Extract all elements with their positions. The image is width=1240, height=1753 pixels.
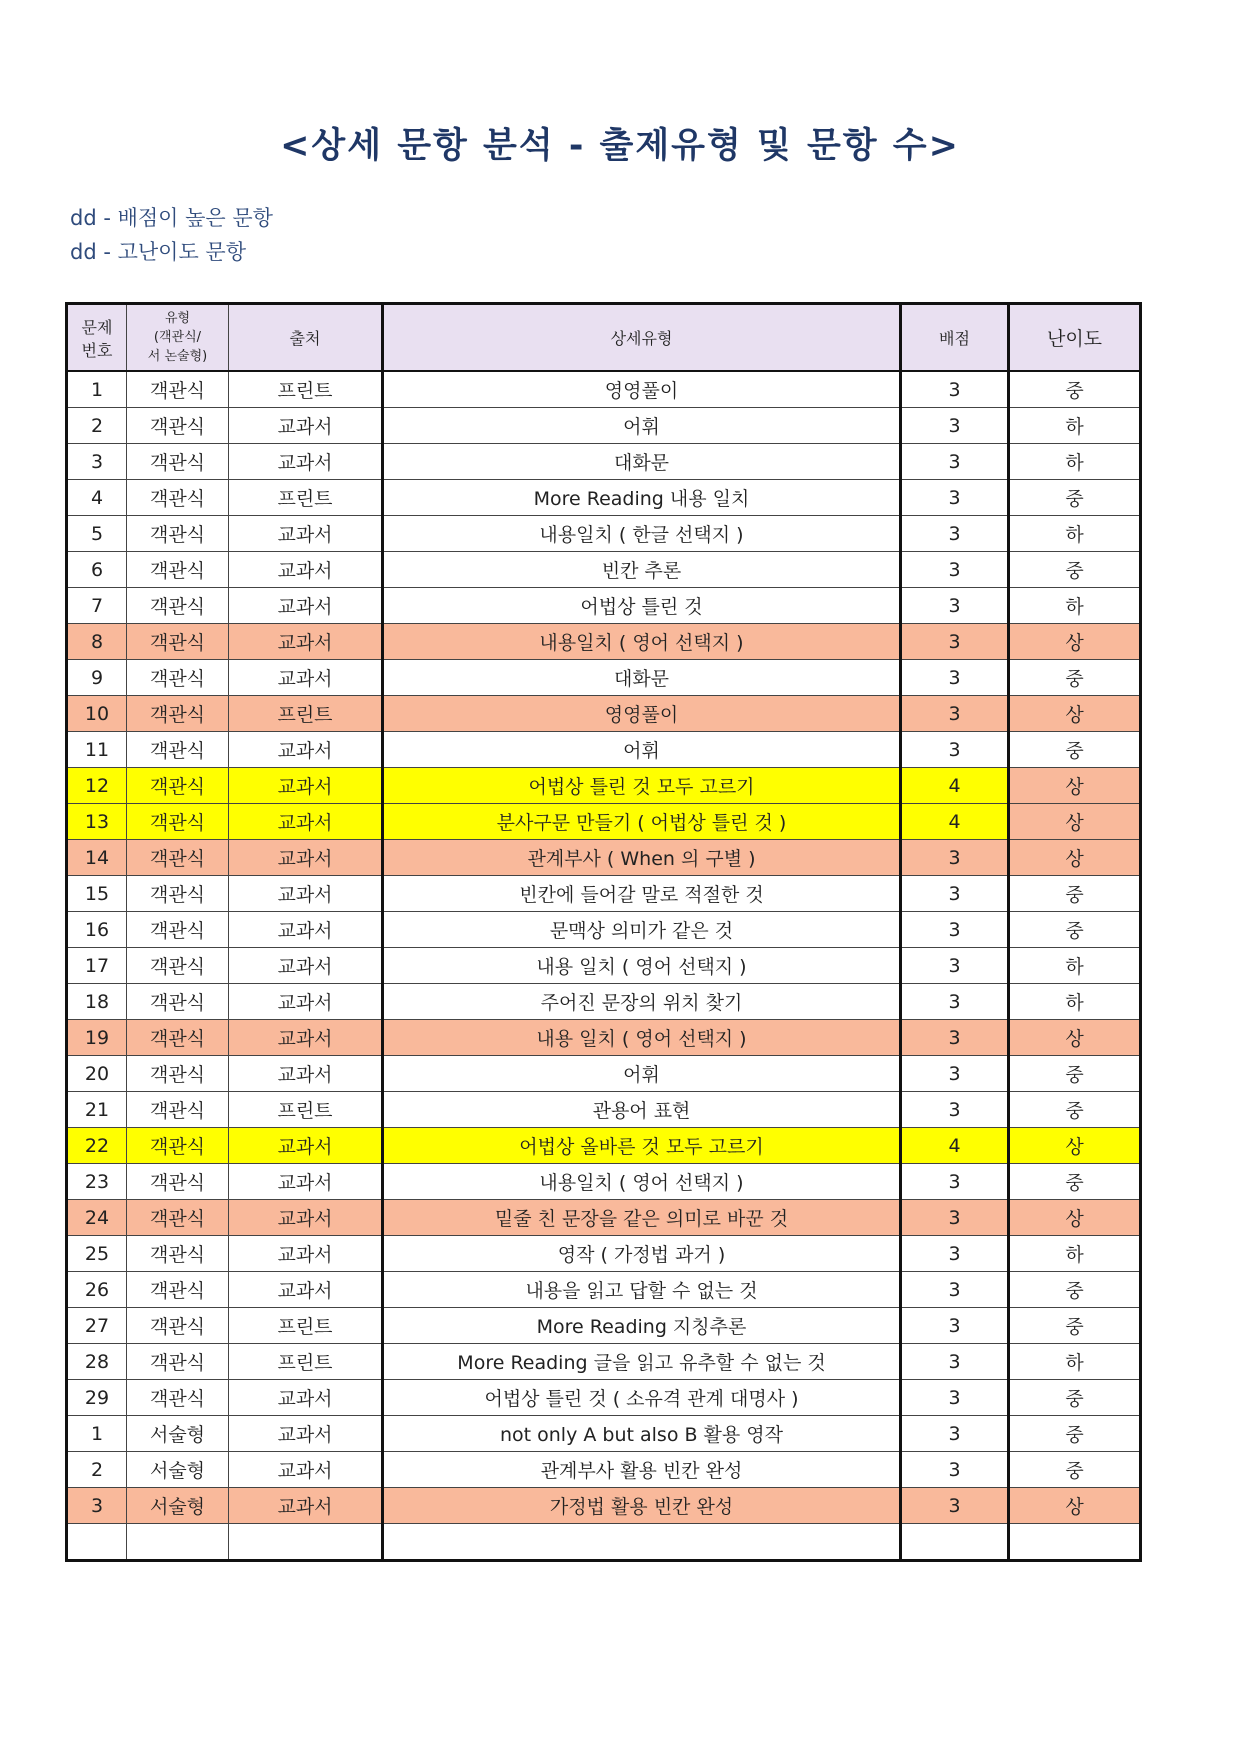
cell-detail: 가정법 활용 빈칸 완성 xyxy=(383,1488,901,1524)
cell-no: 20 xyxy=(67,1056,127,1092)
cell-detail: More Reading 내용 일치 xyxy=(383,480,901,516)
table-row xyxy=(67,588,1141,624)
cell-no: 16 xyxy=(67,912,127,948)
cell-points: 4 xyxy=(901,768,1009,804)
cell-points: 3 xyxy=(901,371,1009,408)
cell-source: 교과서 xyxy=(229,1452,383,1488)
cell-detail: 내용일치 ( 영어 선택지 ) xyxy=(383,1164,901,1200)
table-row xyxy=(67,876,1141,912)
table-row xyxy=(67,480,1141,516)
cell-no: 18 xyxy=(67,984,127,1020)
cell-no: 13 xyxy=(67,804,127,840)
cell-detail xyxy=(383,1524,901,1561)
cell-level: 중 xyxy=(1009,1272,1141,1308)
cell-source: 프린트 xyxy=(229,371,383,408)
cell-points: 3 xyxy=(901,840,1009,876)
cell-source: 교과서 xyxy=(229,1380,383,1416)
page-title: <상세 문항 분석 - 출제유형 및 문항 수> xyxy=(280,126,960,166)
cell-level: 상 xyxy=(1009,624,1141,660)
cell-type: 객관식 xyxy=(127,1200,229,1236)
cell-points: 3 xyxy=(901,696,1009,732)
cell-points: 3 xyxy=(901,588,1009,624)
cell-no: 3 xyxy=(67,444,127,480)
table-row xyxy=(67,1308,1141,1344)
cell-no: 5 xyxy=(67,516,127,552)
cell-type: 객관식 xyxy=(127,588,229,624)
cell-level: 중 xyxy=(1009,1416,1141,1452)
cell-type: 객관식 xyxy=(127,371,229,408)
legend-high-difficulty: dd - 고난이도 문항 xyxy=(70,240,246,264)
cell-type: 객관식 xyxy=(127,1020,229,1056)
cell-type: 객관식 xyxy=(127,732,229,768)
cell-points: 3 xyxy=(901,732,1009,768)
cell-type: 객관식 xyxy=(127,552,229,588)
cell-source: 교과서 xyxy=(229,1272,383,1308)
cell-no: 21 xyxy=(67,1092,127,1128)
cell-no: 2 xyxy=(67,1452,127,1488)
cell-level: 중 xyxy=(1009,660,1141,696)
cell-detail: 빈칸 추론 xyxy=(383,552,901,588)
cell-type: 객관식 xyxy=(127,1380,229,1416)
cell-source: 교과서 xyxy=(229,1236,383,1272)
cell-detail: 영작 ( 가정법 과거 ) xyxy=(383,1236,901,1272)
table-row xyxy=(67,1380,1141,1416)
cell-no: 9 xyxy=(67,660,127,696)
table-row xyxy=(67,1020,1141,1056)
cell-detail: 어법상 올바른 것 모두 고르기 xyxy=(383,1128,901,1164)
cell-level: 중 xyxy=(1009,876,1141,912)
cell-level: 중 xyxy=(1009,1164,1141,1200)
table-row xyxy=(67,1344,1141,1380)
cell-no: 4 xyxy=(67,480,127,516)
cell-detail: More Reading 지칭추론 xyxy=(383,1308,901,1344)
cell-no: 1 xyxy=(67,1416,127,1452)
cell-points: 3 xyxy=(901,1200,1009,1236)
cell-level: 하 xyxy=(1009,444,1141,480)
cell-source: 교과서 xyxy=(229,840,383,876)
table-row xyxy=(67,1452,1141,1488)
cell-detail: 문맥상 의미가 같은 것 xyxy=(383,912,901,948)
cell-type xyxy=(127,1524,229,1561)
table-row xyxy=(67,1092,1141,1128)
cell-detail: 빈칸에 들어갈 말로 적절한 것 xyxy=(383,876,901,912)
table-row xyxy=(67,1416,1141,1452)
cell-detail: 분사구문 만들기 ( 어법상 틀린 것 ) xyxy=(383,804,901,840)
cell-level: 하 xyxy=(1009,1236,1141,1272)
cell-no: 2 xyxy=(67,408,127,444)
cell-level: 하 xyxy=(1009,1344,1141,1380)
cell-points: 3 xyxy=(901,1308,1009,1344)
cell-detail: 밑줄 친 문장을 같은 의미로 바꾼 것 xyxy=(383,1200,901,1236)
cell-type: 객관식 xyxy=(127,1236,229,1272)
cell-level: 중 xyxy=(1009,1092,1141,1128)
cell-no: 27 xyxy=(67,1308,127,1344)
cell-type: 객관식 xyxy=(127,660,229,696)
cell-no: 26 xyxy=(67,1272,127,1308)
cell-type: 서술형 xyxy=(127,1488,229,1524)
table-row xyxy=(67,1236,1141,1272)
cell-level: 중 xyxy=(1009,1452,1141,1488)
cell-type: 객관식 xyxy=(127,444,229,480)
cell-type: 객관식 xyxy=(127,408,229,444)
cell-source: 교과서 xyxy=(229,948,383,984)
cell-detail: 내용일치 ( 한글 선택지 ) xyxy=(383,516,901,552)
cell-points: 3 xyxy=(901,876,1009,912)
cell-points: 3 xyxy=(901,1092,1009,1128)
cell-points: 3 xyxy=(901,516,1009,552)
cell-source: 교과서 xyxy=(229,444,383,480)
cell-source: 교과서 xyxy=(229,1164,383,1200)
cell-no: 10 xyxy=(67,696,127,732)
legend-high-points: dd - 배점이 높은 문항 xyxy=(70,206,273,230)
table-row xyxy=(67,840,1141,876)
table-row xyxy=(67,1056,1141,1092)
cell-type: 객관식 xyxy=(127,516,229,552)
cell-no: 14 xyxy=(67,840,127,876)
cell-no xyxy=(67,1524,127,1561)
cell-level: 상 xyxy=(1009,1200,1141,1236)
cell-source: 교과서 xyxy=(229,408,383,444)
table-row xyxy=(67,1272,1141,1308)
cell-no: 8 xyxy=(67,624,127,660)
table-row xyxy=(67,1164,1141,1200)
table-row xyxy=(67,912,1141,948)
cell-level: 하 xyxy=(1009,516,1141,552)
cell-source xyxy=(229,1524,383,1561)
cell-type: 객관식 xyxy=(127,1344,229,1380)
cell-points: 3 xyxy=(901,1236,1009,1272)
cell-no: 15 xyxy=(67,876,127,912)
cell-level: 상 xyxy=(1009,1128,1141,1164)
cell-points: 3 xyxy=(901,660,1009,696)
cell-detail: 주어진 문장의 위치 찾기 xyxy=(383,984,901,1020)
cell-detail: 어휘 xyxy=(383,1056,901,1092)
cell-type: 서술형 xyxy=(127,1452,229,1488)
table-row xyxy=(67,660,1141,696)
cell-source: 프린트 xyxy=(229,1308,383,1344)
table-row xyxy=(67,516,1141,552)
cell-level: 상 xyxy=(1009,1488,1141,1524)
cell-detail: 관계부사 ( When 의 구별 ) xyxy=(383,840,901,876)
cell-type: 서술형 xyxy=(127,1416,229,1452)
cell-source: 교과서 xyxy=(229,876,383,912)
cell-source: 교과서 xyxy=(229,732,383,768)
cell-detail: 어법상 틀린 것 ( 소유격 관계 대명사 ) xyxy=(383,1380,901,1416)
cell-level: 하 xyxy=(1009,408,1141,444)
cell-detail: More Reading 글을 읽고 유추할 수 없는 것 xyxy=(383,1344,901,1380)
cell-type: 객관식 xyxy=(127,804,229,840)
table-row xyxy=(67,1200,1141,1236)
table-row xyxy=(67,1128,1141,1164)
header-detail: 상세유형 xyxy=(383,304,901,372)
cell-type: 객관식 xyxy=(127,1164,229,1200)
cell-no: 22 xyxy=(67,1128,127,1164)
cell-level: 상 xyxy=(1009,1020,1141,1056)
cell-no: 25 xyxy=(67,1236,127,1272)
cell-source: 프린트 xyxy=(229,1092,383,1128)
header-points: 배점 xyxy=(901,304,1009,372)
cell-no: 17 xyxy=(67,948,127,984)
cell-points: 3 xyxy=(901,1488,1009,1524)
cell-points: 3 xyxy=(901,444,1009,480)
cell-type: 객관식 xyxy=(127,984,229,1020)
cell-points: 3 xyxy=(901,480,1009,516)
cell-points: 3 xyxy=(901,1272,1009,1308)
cell-detail: 어법상 틀린 것 xyxy=(383,588,901,624)
cell-points: 3 xyxy=(901,552,1009,588)
cell-points: 4 xyxy=(901,804,1009,840)
cell-source: 교과서 xyxy=(229,768,383,804)
table-row xyxy=(67,804,1141,840)
cell-source: 교과서 xyxy=(229,1488,383,1524)
cell-type: 객관식 xyxy=(127,480,229,516)
cell-points: 3 xyxy=(901,408,1009,444)
cell-level: 상 xyxy=(1009,696,1141,732)
cell-level xyxy=(1009,1524,1141,1561)
cell-type: 객관식 xyxy=(127,768,229,804)
cell-no: 6 xyxy=(67,552,127,588)
cell-type: 객관식 xyxy=(127,840,229,876)
cell-source: 교과서 xyxy=(229,984,383,1020)
table-row xyxy=(67,1524,1141,1561)
cell-no: 11 xyxy=(67,732,127,768)
cell-type: 객관식 xyxy=(127,1128,229,1164)
table-row xyxy=(67,732,1141,768)
cell-level: 중 xyxy=(1009,1380,1141,1416)
cell-source: 교과서 xyxy=(229,804,383,840)
cell-source: 교과서 xyxy=(229,588,383,624)
cell-level: 상 xyxy=(1009,768,1141,804)
cell-no: 19 xyxy=(67,1020,127,1056)
cell-detail: 어휘 xyxy=(383,732,901,768)
cell-points: 3 xyxy=(901,1164,1009,1200)
cell-no: 23 xyxy=(67,1164,127,1200)
cell-type: 객관식 xyxy=(127,948,229,984)
cell-points: 3 xyxy=(901,1452,1009,1488)
cell-detail: 대화문 xyxy=(383,444,901,480)
header-source: 출처 xyxy=(229,304,383,372)
cell-level: 상 xyxy=(1009,840,1141,876)
table-row xyxy=(67,948,1141,984)
cell-source: 교과서 xyxy=(229,912,383,948)
cell-level: 중 xyxy=(1009,371,1141,408)
cell-points: 3 xyxy=(901,1344,1009,1380)
cell-detail: 어법상 틀린 것 모두 고르기 xyxy=(383,768,901,804)
cell-level: 하 xyxy=(1009,588,1141,624)
cell-level: 중 xyxy=(1009,1308,1141,1344)
cell-source: 교과서 xyxy=(229,552,383,588)
cell-no: 29 xyxy=(67,1380,127,1416)
cell-type: 객관식 xyxy=(127,1272,229,1308)
cell-points: 3 xyxy=(901,1380,1009,1416)
table-row xyxy=(67,768,1141,804)
cell-type: 객관식 xyxy=(127,1056,229,1092)
cell-source: 프린트 xyxy=(229,696,383,732)
cell-type: 객관식 xyxy=(127,624,229,660)
cell-type: 객관식 xyxy=(127,912,229,948)
cell-detail: 영영풀이 xyxy=(383,696,901,732)
cell-detail: 관용어 표현 xyxy=(383,1092,901,1128)
cell-no: 28 xyxy=(67,1344,127,1380)
cell-level: 중 xyxy=(1009,1056,1141,1092)
cell-no: 1 xyxy=(67,371,127,408)
cell-no: 3 xyxy=(67,1488,127,1524)
header-level: 난이도 xyxy=(1009,304,1141,372)
cell-source: 교과서 xyxy=(229,624,383,660)
cell-detail: not only A but also B 활용 영작 xyxy=(383,1416,901,1452)
table-row xyxy=(67,696,1141,732)
table-row xyxy=(67,552,1141,588)
cell-source: 프린트 xyxy=(229,1344,383,1380)
cell-points: 3 xyxy=(901,948,1009,984)
cell-detail: 어휘 xyxy=(383,408,901,444)
question-analysis-table xyxy=(65,302,1142,1562)
cell-type: 객관식 xyxy=(127,696,229,732)
cell-no: 12 xyxy=(67,768,127,804)
cell-detail: 대화문 xyxy=(383,660,901,696)
cell-level: 중 xyxy=(1009,732,1141,768)
cell-source: 교과서 xyxy=(229,1020,383,1056)
cell-detail: 내용을 읽고 답할 수 없는 것 xyxy=(383,1272,901,1308)
cell-points: 3 xyxy=(901,624,1009,660)
cell-points: 4 xyxy=(901,1128,1009,1164)
table-row xyxy=(67,408,1141,444)
cell-points: 3 xyxy=(901,1020,1009,1056)
cell-level: 하 xyxy=(1009,948,1141,984)
cell-source: 교과서 xyxy=(229,1416,383,1452)
table-row xyxy=(67,1488,1141,1524)
cell-points: 3 xyxy=(901,912,1009,948)
cell-source: 교과서 xyxy=(229,1200,383,1236)
cell-detail: 내용일치 ( 영어 선택지 ) xyxy=(383,624,901,660)
cell-source: 교과서 xyxy=(229,1056,383,1092)
cell-detail: 내용 일치 ( 영어 선택지 ) xyxy=(383,948,901,984)
cell-source: 교과서 xyxy=(229,660,383,696)
cell-type: 객관식 xyxy=(127,1092,229,1128)
cell-type: 객관식 xyxy=(127,876,229,912)
cell-type: 객관식 xyxy=(127,1308,229,1344)
cell-level: 하 xyxy=(1009,984,1141,1020)
table-row xyxy=(67,984,1141,1020)
cell-points: 3 xyxy=(901,1416,1009,1452)
table-row xyxy=(67,444,1141,480)
cell-level: 중 xyxy=(1009,552,1141,588)
cell-no: 7 xyxy=(67,588,127,624)
cell-level: 상 xyxy=(1009,804,1141,840)
cell-source: 교과서 xyxy=(229,516,383,552)
cell-points xyxy=(901,1524,1009,1561)
cell-source: 프린트 xyxy=(229,480,383,516)
cell-detail: 관계부사 활용 빈칸 완성 xyxy=(383,1452,901,1488)
cell-points: 3 xyxy=(901,1056,1009,1092)
header-no: 문제 번호 xyxy=(67,304,127,372)
cell-level: 중 xyxy=(1009,912,1141,948)
cell-no: 24 xyxy=(67,1200,127,1236)
cell-level: 중 xyxy=(1009,480,1141,516)
cell-detail: 영영풀이 xyxy=(383,371,901,408)
cell-detail: 내용 일치 ( 영어 선택지 ) xyxy=(383,1020,901,1056)
header-type: 유형 (객관식/ 서 논술형) xyxy=(127,304,229,372)
cell-source: 교과서 xyxy=(229,1128,383,1164)
cell-points: 3 xyxy=(901,984,1009,1020)
table-row xyxy=(67,624,1141,660)
table-row xyxy=(67,371,1141,408)
table-header-row xyxy=(67,304,1141,372)
